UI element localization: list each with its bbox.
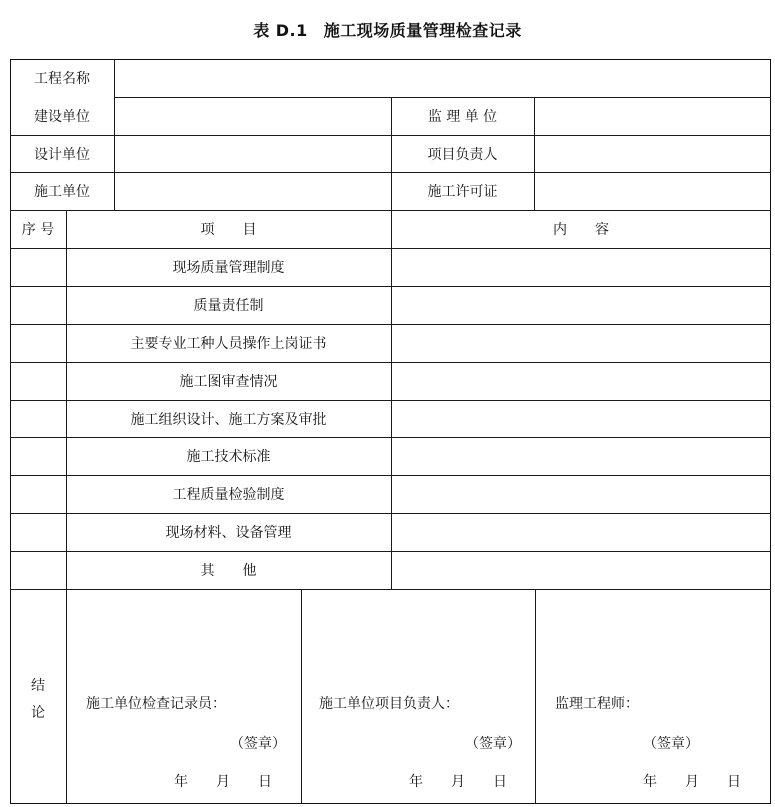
project-name-field[interactable] xyxy=(114,59,771,97)
project-name-label: 工程名称 xyxy=(34,71,90,87)
builder-recorder-sign-area[interactable] xyxy=(66,589,301,804)
supervision-unit-field[interactable] xyxy=(534,97,771,135)
item-label: 工程质量检验制度 xyxy=(172,487,285,503)
date-label: 年 月 日 xyxy=(174,774,272,790)
item-content-field[interactable] xyxy=(391,437,771,475)
conclusion-label-2: 论 xyxy=(31,705,45,721)
item-label: 主要专业工种人员操作上岗证书 xyxy=(130,336,327,352)
supervisor-label: 监理工程师： xyxy=(555,696,639,712)
item-label: 现场材料、设备管理 xyxy=(165,525,292,541)
supervision-unit-label: 监 理 单 位 xyxy=(427,109,498,125)
seal-label: （签章） xyxy=(230,736,286,752)
construction-unit-label: 建设单位 xyxy=(34,109,90,125)
project-leader-field[interactable] xyxy=(534,135,771,172)
construction-permit-label: 施工许可证 xyxy=(427,184,498,200)
form-title xyxy=(0,18,775,41)
item-content-field[interactable] xyxy=(391,475,771,513)
design-unit-label: 设计单位 xyxy=(34,146,90,163)
inspection-form xyxy=(10,59,771,804)
date-label: 年 月 日 xyxy=(409,774,507,790)
item-content-field[interactable] xyxy=(391,324,771,362)
builder-unit-label: 施工单位 xyxy=(34,184,90,200)
seal-label: （签章） xyxy=(643,736,699,752)
item-label: 施工图审查情况 xyxy=(179,374,278,390)
column-header-content: 内 容 xyxy=(553,222,609,238)
item-content-field[interactable] xyxy=(391,362,771,400)
item-label: 现场质量管理制度 xyxy=(172,260,285,276)
item-content-field[interactable] xyxy=(391,400,771,437)
builder-unit-field[interactable] xyxy=(114,172,391,210)
form-code: 表 D.1 xyxy=(253,21,308,40)
column-header-index: 序 号 xyxy=(21,222,55,238)
item-content-field[interactable] xyxy=(391,551,771,589)
construction-permit-field[interactable] xyxy=(534,172,771,210)
supervisor-sign-area[interactable] xyxy=(535,589,771,804)
design-unit-field[interactable] xyxy=(114,135,391,172)
item-label: 其 他 xyxy=(200,563,257,579)
construction-unit-field[interactable] xyxy=(114,97,391,135)
item-label: 施工技术标准 xyxy=(186,449,271,465)
form-title-text: 施工现场质量管理检查记录 xyxy=(323,21,522,40)
builder-leader-sign-area[interactable] xyxy=(301,589,535,804)
builder-leader-label: 施工单位项目负责人： xyxy=(319,696,459,712)
builder-recorder-label: 施工单位检查记录员： xyxy=(86,696,226,712)
item-content-field[interactable] xyxy=(391,286,771,324)
item-content-field[interactable] xyxy=(391,248,771,286)
seal-label: （签章） xyxy=(465,736,521,752)
date-label: 年 月 日 xyxy=(643,774,741,790)
item-label: 质量责任制 xyxy=(193,298,264,314)
conclusion-label-1: 结 xyxy=(31,678,45,694)
column-header-item: 项 目 xyxy=(200,222,257,238)
item-label: 施工组织设计、施工方案及审批 xyxy=(130,411,327,428)
item-content-field[interactable] xyxy=(391,513,771,551)
project-leader-label: 项目负责人 xyxy=(427,146,498,163)
